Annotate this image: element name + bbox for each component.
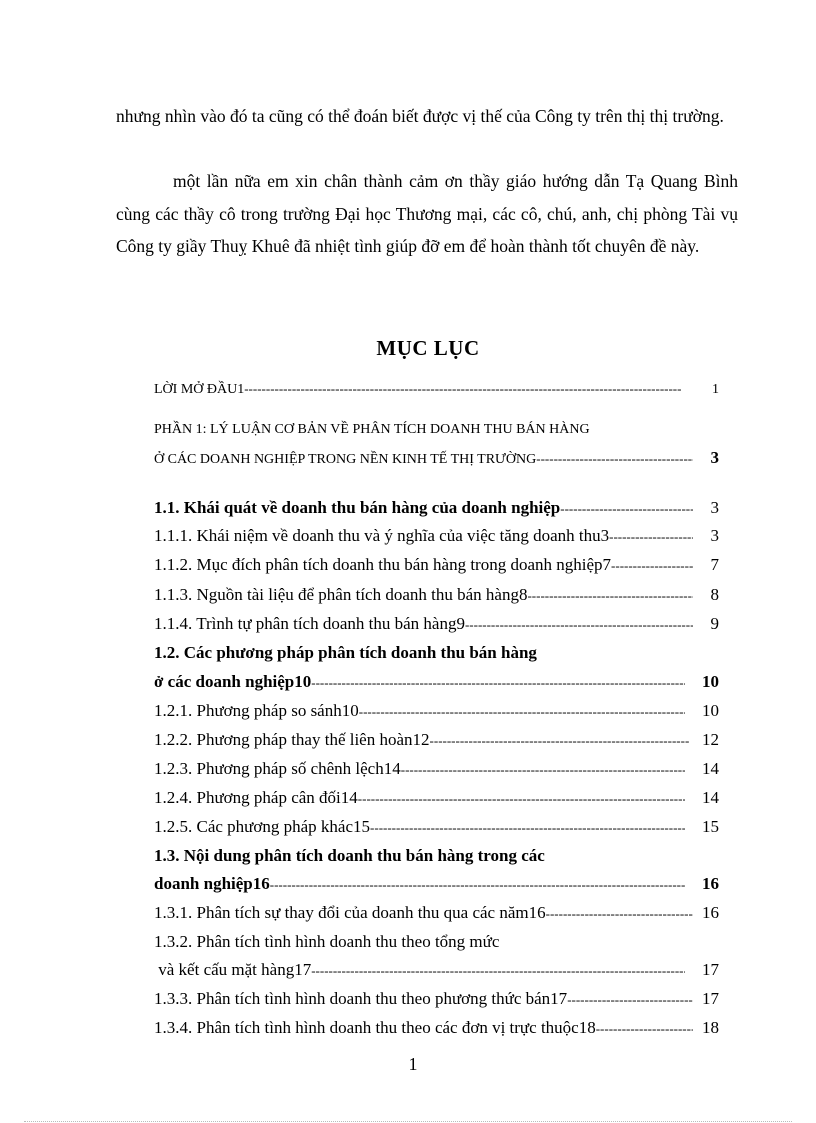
toc-page-number: 15 [702, 817, 719, 836]
toc-entry-1-1-1[interactable] [154, 526, 719, 554]
toc-entry-1-2-1[interactable] [154, 701, 719, 729]
toc-leader [358, 788, 685, 808]
toc-entry-1-3-3[interactable] [154, 989, 719, 1017]
toc-entry-1-3-2[interactable] [154, 960, 719, 988]
page-bottom-border [24, 1121, 792, 1122]
toc-entry-text: và kết cấu mặt hàng17 [154, 960, 312, 979]
toc-leader [527, 585, 693, 605]
toc-entry-1-2-2[interactable] [154, 730, 719, 758]
toc-leader [270, 874, 685, 894]
toc-page-number: 17 [702, 989, 719, 1008]
intro-paragraph-2: một lần nữa em xin chân thành cảm ơn thầy giáo hướng dẫn Tạ Quang Bình cùng các thầy cô trong trường Đại học Thương mại, các cô, chú, anh, chị phòng Tài vụ Công ty giầy Thuỵ Khuê đã nhiệt tình giúp đỡ em để hoàn thành tốt chuyên đề này. [116, 171, 738, 256]
toc-entry-1-1-4[interactable] [154, 614, 719, 642]
toc-entry-1-1[interactable] [154, 498, 719, 526]
page-number: 1 [408, 1054, 418, 1074]
toc-leader [536, 451, 693, 468]
toc-leader [546, 903, 693, 923]
toc-page-number: 3 [710, 448, 719, 467]
toc-page-number: 8 [710, 585, 719, 604]
toc-leader [609, 526, 693, 546]
toc-leader [567, 989, 693, 1009]
toc-title: MỤC LỤC [376, 336, 480, 360]
toc-entry-text: 1.1.4. Trình tự phân tích doanh thu bán hàng9 [154, 614, 465, 633]
toc-entry-phan1[interactable] [154, 448, 719, 476]
toc-leader [560, 498, 693, 518]
toc-entry-text: 1.2.4. Phương pháp cân đối14 [154, 788, 358, 807]
toc-entry-text: Ở CÁC DOANH NGHIỆP TRONG NỀN KINH TẾ THỊ TRƯỜNG [154, 452, 537, 467]
toc-entry-1-3-line1[interactable]: 1.3. Nội dung phân tích doanh thu bán hàng trong các [154, 846, 545, 865]
toc-leader [311, 672, 685, 692]
toc-page-number: 9 [710, 614, 719, 633]
toc-leader [430, 730, 689, 750]
toc-entry-loi-mo-dau[interactable] [154, 381, 719, 409]
toc-entry-1-1-2[interactable] [154, 555, 719, 583]
toc-page-number: 1 [712, 382, 719, 397]
toc-entry-text: 1.1.1. Khái niệm về doanh thu và ý nghĩa của việc tăng doanh thu3 [154, 526, 610, 545]
toc-leader [596, 1018, 693, 1038]
toc-page-number: 16 [702, 874, 719, 893]
toc-entry-text: ở các doanh nghiệp10 [154, 672, 312, 691]
toc-leader [244, 381, 681, 398]
toc-entry-1-2-4[interactable] [154, 788, 719, 816]
toc-entry-1-3-1[interactable] [154, 903, 719, 931]
toc-page-number: 18 [702, 1018, 719, 1037]
toc-page-number: 12 [702, 730, 719, 749]
toc-entry-1-1-3[interactable] [154, 585, 719, 613]
toc-leader [359, 701, 685, 721]
toc-entry-text: 1.1.3. Nguồn tài liệu để phân tích doanh thu bán hàng8 [154, 585, 528, 604]
toc-entry-text: 1.3.1. Phân tích sự thay đổi của doanh thu qua các năm16 [154, 903, 546, 922]
toc-entry-1-2-3[interactable] [154, 759, 719, 787]
toc-leader [611, 555, 693, 575]
toc-entry-1-3-4[interactable] [154, 1018, 719, 1046]
toc-entry-text: 1.2.3. Phương pháp số chênh lệch14 [154, 759, 401, 778]
toc-leader [465, 614, 693, 634]
toc-entry-text: 1.2.2. Phương pháp thay thế liên hoàn12 [154, 730, 430, 749]
toc-leader [401, 759, 685, 779]
toc-entry-text: LỜI MỞ ĐẦU1 [154, 382, 245, 397]
toc-page-number: 10 [702, 672, 719, 691]
toc-entry-text: 1.3.3. Phân tích tình hình doanh thu theo phương thức bán17 [154, 989, 568, 1008]
toc-entry-text: 1.3.4. Phân tích tình hình doanh thu theo các đơn vị trực thuộc18 [154, 1018, 596, 1037]
toc-entry-1-2[interactable] [154, 672, 719, 700]
toc-entry-text: 1.1.2. Mục đích phân tích doanh thu bán hàng trong doanh nghiệp7 [154, 555, 612, 574]
toc-entry-1-2-5[interactable] [154, 817, 719, 845]
toc-entry-text: 1.1. Khái quát về doanh thu bán hàng của doanh nghiệp [154, 498, 561, 517]
toc-page-number: 10 [702, 701, 719, 720]
toc-entry-1-2-line1[interactable]: 1.2. Các phương pháp phân tích doanh thu bán hàng [154, 643, 537, 662]
toc-entry-1-3[interactable] [154, 874, 719, 902]
toc-page-number: 17 [702, 960, 719, 979]
toc-page-number: 7 [710, 555, 719, 574]
toc-page-number: 3 [710, 526, 719, 545]
intro-paragraph-1: nhưng nhìn vào đó ta cũng có thể đoán biết được vị thế của Công ty trên thị thị trường. [116, 106, 724, 126]
toc-entry-phan1-line1[interactable]: PHẦN 1: LÝ LUẬN CƠ BẢN VỀ PHÂN TÍCH DOANH THU BÁN HÀNG [154, 422, 590, 437]
toc-entry-text: 1.2.5. Các phương pháp khác15 [154, 817, 371, 836]
toc-page-number: 16 [702, 903, 719, 922]
toc-leader [370, 817, 685, 837]
toc-page-number: 14 [702, 759, 719, 778]
toc-entry-text: 1.2.1. Phương pháp so sánh10 [154, 701, 359, 720]
toc-entry-text: doanh nghiệp16 [154, 874, 270, 893]
toc-leader [311, 960, 685, 980]
toc-entry-1-3-2-line1[interactable]: 1.3.2. Phân tích tình hình doanh thu theo tổng mức [154, 932, 500, 951]
toc-page-number: 3 [710, 498, 719, 517]
toc-page-number: 14 [702, 788, 719, 807]
